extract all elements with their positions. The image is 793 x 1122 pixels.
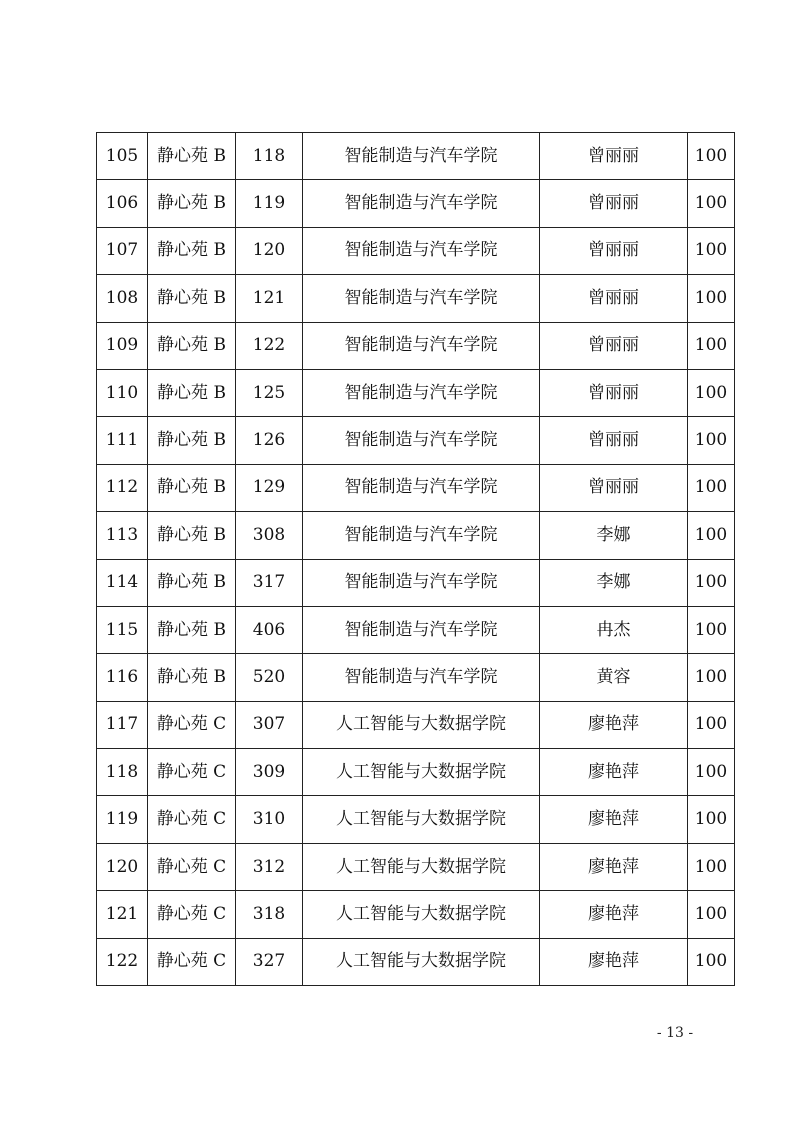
counselor-cell: 廖艳萍 [540, 843, 688, 890]
serial-number-cell: 109 [97, 322, 148, 369]
counselor-cell: 李娜 [540, 559, 688, 606]
table-row [97, 749, 735, 796]
room-number-cell: 317 [236, 559, 303, 606]
score-cell: 100 [688, 891, 735, 938]
table-row [97, 275, 735, 322]
table-body [97, 133, 735, 986]
serial-number-cell: 118 [97, 749, 148, 796]
college-cell: 智能制造与汽车学院 [303, 322, 540, 369]
dormitory-score-table [96, 132, 735, 986]
college-cell: 智能制造与汽车学院 [303, 606, 540, 653]
counselor-cell: 廖艳萍 [540, 796, 688, 843]
serial-number-cell: 114 [97, 559, 148, 606]
table-row [97, 938, 735, 985]
score-cell: 100 [688, 701, 735, 748]
counselor-cell: 曾丽丽 [540, 180, 688, 227]
college-cell: 人工智能与大数据学院 [303, 891, 540, 938]
college-cell: 智能制造与汽车学院 [303, 654, 540, 701]
table-row [97, 843, 735, 890]
page-number: - 13 - [656, 1025, 694, 1041]
room-number-cell: 120 [236, 227, 303, 274]
table-row [97, 133, 735, 180]
room-number-cell: 406 [236, 606, 303, 653]
room-number-cell: 318 [236, 891, 303, 938]
table-row [97, 654, 735, 701]
table-row [97, 464, 735, 511]
counselor-cell: 曾丽丽 [540, 417, 688, 464]
counselor-cell: 曾丽丽 [540, 275, 688, 322]
serial-number-cell: 116 [97, 654, 148, 701]
college-cell: 智能制造与汽车学院 [303, 227, 540, 274]
score-cell: 100 [688, 606, 735, 653]
college-cell: 智能制造与汽车学院 [303, 275, 540, 322]
score-cell: 100 [688, 796, 735, 843]
room-number-cell: 126 [236, 417, 303, 464]
table-row [97, 417, 735, 464]
score-cell: 100 [688, 227, 735, 274]
building-cell: 静心苑 B [148, 275, 236, 322]
table-row [97, 606, 735, 653]
building-cell: 静心苑 C [148, 701, 236, 748]
serial-number-cell: 113 [97, 512, 148, 559]
building-cell: 静心苑 B [148, 180, 236, 227]
room-number-cell: 312 [236, 843, 303, 890]
building-cell: 静心苑 B [148, 417, 236, 464]
score-cell: 100 [688, 180, 735, 227]
building-cell: 静心苑 B [148, 322, 236, 369]
college-cell: 智能制造与汽车学院 [303, 369, 540, 416]
serial-number-cell: 111 [97, 417, 148, 464]
table-row [97, 891, 735, 938]
score-cell: 100 [688, 417, 735, 464]
serial-number-cell: 115 [97, 606, 148, 653]
table-row [97, 369, 735, 416]
counselor-cell: 曾丽丽 [540, 322, 688, 369]
college-cell: 人工智能与大数据学院 [303, 701, 540, 748]
room-number-cell: 309 [236, 749, 303, 796]
table-row [97, 512, 735, 559]
counselor-cell: 李娜 [540, 512, 688, 559]
counselor-cell: 曾丽丽 [540, 369, 688, 416]
serial-number-cell: 106 [97, 180, 148, 227]
serial-number-cell: 121 [97, 891, 148, 938]
counselor-cell: 黄容 [540, 654, 688, 701]
serial-number-cell: 107 [97, 227, 148, 274]
counselor-cell: 冉杰 [540, 606, 688, 653]
room-number-cell: 118 [236, 133, 303, 180]
college-cell: 智能制造与汽车学院 [303, 417, 540, 464]
college-cell: 人工智能与大数据学院 [303, 749, 540, 796]
building-cell: 静心苑 C [148, 843, 236, 890]
table-row [97, 322, 735, 369]
score-cell: 100 [688, 464, 735, 511]
serial-number-cell: 117 [97, 701, 148, 748]
room-number-cell: 119 [236, 180, 303, 227]
college-cell: 智能制造与汽车学院 [303, 464, 540, 511]
table-row [97, 559, 735, 606]
serial-number-cell: 119 [97, 796, 148, 843]
room-number-cell: 308 [236, 512, 303, 559]
counselor-cell: 廖艳萍 [540, 938, 688, 985]
score-cell: 100 [688, 322, 735, 369]
room-number-cell: 129 [236, 464, 303, 511]
building-cell: 静心苑 B [148, 606, 236, 653]
counselor-cell: 曾丽丽 [540, 133, 688, 180]
room-number-cell: 310 [236, 796, 303, 843]
score-cell: 100 [688, 843, 735, 890]
room-number-cell: 125 [236, 369, 303, 416]
table-row [97, 796, 735, 843]
college-cell: 智能制造与汽车学院 [303, 133, 540, 180]
college-cell: 人工智能与大数据学院 [303, 843, 540, 890]
building-cell: 静心苑 B [148, 512, 236, 559]
building-cell: 静心苑 B [148, 559, 236, 606]
score-cell: 100 [688, 749, 735, 796]
building-cell: 静心苑 C [148, 891, 236, 938]
score-cell: 100 [688, 654, 735, 701]
serial-number-cell: 112 [97, 464, 148, 511]
building-cell: 静心苑 C [148, 749, 236, 796]
room-number-cell: 307 [236, 701, 303, 748]
building-cell: 静心苑 B [148, 464, 236, 511]
counselor-cell: 廖艳萍 [540, 749, 688, 796]
score-cell: 100 [688, 938, 735, 985]
score-cell: 100 [688, 133, 735, 180]
score-cell: 100 [688, 512, 735, 559]
table-row [97, 701, 735, 748]
room-number-cell: 520 [236, 654, 303, 701]
counselor-cell: 曾丽丽 [540, 464, 688, 511]
table-row [97, 227, 735, 274]
table-row [97, 180, 735, 227]
serial-number-cell: 122 [97, 938, 148, 985]
score-cell: 100 [688, 369, 735, 416]
building-cell: 静心苑 C [148, 796, 236, 843]
college-cell: 智能制造与汽车学院 [303, 180, 540, 227]
building-cell: 静心苑 B [148, 133, 236, 180]
score-cell: 100 [688, 275, 735, 322]
room-number-cell: 122 [236, 322, 303, 369]
room-number-cell: 327 [236, 938, 303, 985]
building-cell: 静心苑 B [148, 227, 236, 274]
serial-number-cell: 108 [97, 275, 148, 322]
serial-number-cell: 110 [97, 369, 148, 416]
building-cell: 静心苑 B [148, 369, 236, 416]
counselor-cell: 廖艳萍 [540, 891, 688, 938]
counselor-cell: 曾丽丽 [540, 227, 688, 274]
score-cell: 100 [688, 559, 735, 606]
serial-number-cell: 105 [97, 133, 148, 180]
college-cell: 智能制造与汽车学院 [303, 559, 540, 606]
college-cell: 智能制造与汽车学院 [303, 512, 540, 559]
serial-number-cell: 120 [97, 843, 148, 890]
counselor-cell: 廖艳萍 [540, 701, 688, 748]
college-cell: 人工智能与大数据学院 [303, 796, 540, 843]
building-cell: 静心苑 B [148, 654, 236, 701]
room-number-cell: 121 [236, 275, 303, 322]
college-cell: 人工智能与大数据学院 [303, 938, 540, 985]
building-cell: 静心苑 C [148, 938, 236, 985]
